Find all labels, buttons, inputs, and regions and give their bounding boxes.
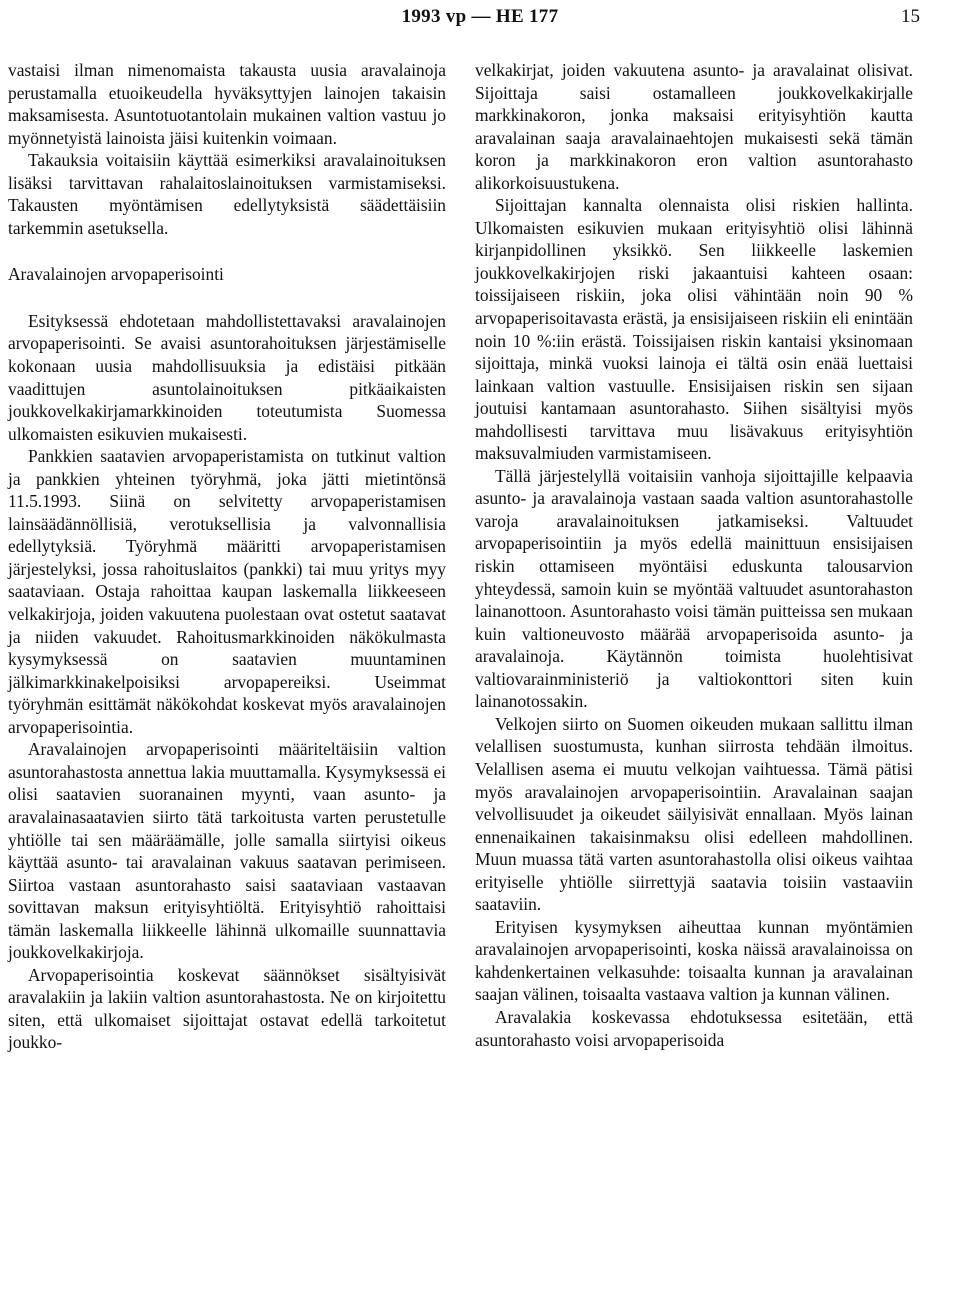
- paragraph: vastaisi ilman nimenomaista takausta uusia aravalainoja perustamalla etuoikeudella hyväksyttyjen lainojen takaisin maksamisesta. Asuntotuotantolain mukainen valtion vastuu jo myönnetyistä lainoista jäisi kuitenkin voimaan.: [8, 60, 446, 148]
- paragraph: Sijoittajan kannalta olennaista olisi riskien hallinta. Ulkomaisten esikuvien mukaan erityisyhtiö olisi lähinnä kirjanpidollinen yksikkö. Sen liikkeelle laskemien joukkovelkakirjojen riski jakaantuisi kahteen osaan: toissijaiseen riskiin, joka olisi vähintään noin 90 % arvopaperisoitavasta erästä, ja ensisijaiseen riskiin eli enintään noin 10 %:iin erästä. Toissijaisen riskin kantaisi yksinomaan sijoittaja, minkä vuoksi lainoja ei tältä osin enää luettaisi lainkaan valtion vastuulle. Ensisijaisen riskin sen sijaan joutuisi kantamaan asuntorahasto. Siihen sisältyisi myös mahdollisesti tarvittava muu lisävakuus erityisyhtiön maksuvalmiuden varmistamiseen.: [475, 195, 913, 464]
- right-column: [475, 59, 913, 1051]
- paragraph: Velkojen siirto on Suomen oikeuden mukaan sallittu ilman velallisen suostumusta, kunhan siirrosta tehdään ilmoitus. Velallisen asema ei muutu velkojan vaihtuessa. Tämä pätisi myös aravalainojen arvopaperisointiin. Aravalainan saajan velvollisuudet ja oikeudet säilyisivät ennallaan. Myös lainan ennenaikainen takaisinmaksu olisi edelleen mahdollinen. Muun muassa tätä varten asuntorahastolla olisi oikeus vaihtaa erityiselle yhtiölle siirrettyjä saatavia toisiin vastaaviin saataviin.: [475, 713, 913, 915]
- paragraph: Pankkien saatavien arvopaperistamista on tutkinut valtion ja pankkien yhteinen työryhmä, joka jätti mietintönsä 11.5.1993. Siinä on selvitetty arvopaperistamisen lainsäädännöllisiä, verotuksellisia ja valvonnallisia edellytyksiä. Työryhmä määritti arvopaperistamisen järjestelyksi, jossa rahoituslaitos (pankki) tai muu yritys myy saataviaan. Ostaja rahoittaa kaupan laskemalla liikkeeseen velkakirjoja, joiden vakuutena puolestaan ovat ostetut saatavat ja niiden vakuudet. Rahoitusmarkkinoiden näkökulmasta kysymyksessä on saatavien muuntaminen jälkimarkkinakelpoisiksi arvopapereiksi. Useimmat työryhmän esittämät näkökohdat koskevat myös aravalainojen arvopaperisointia.: [8, 446, 446, 737]
- paragraph: Arvopaperisointia koskevat säännökset sisältyisivät aravalakiin ja lakiin valtion asuntorahastosta. Ne on kirjoitettu siten, että ulkomaiset sijoittajat ostavat edellä tarkoitetut joukko-: [8, 964, 446, 1053]
- page-number: 15: [901, 6, 920, 27]
- paragraph: Esityksessä ehdotetaan mahdollistettavaksi aravalainojen arvopaperisointi. Se avaisi asuntorahoituksen järjestämiselle kokonaan uusia mahdollisuuksia ja edistäisi pitkään vaadittujen asuntolainoituksen pitkäaikaisten joukkovelkakirjamarkkinoiden toteutumista Suomessa ulkomaisten esikuvien mukaisesti.: [8, 310, 446, 444]
- paragraph: Tällä järjestelyllä voitaisiin vanhoja sijoittajille kelpaavia asunto- ja aravalainoja vastaan saada valtion asuntorahastolle varoja aravalainoituksen jatkamiseksi. Valtuudet arvopaperisointiin ja myös edellä mainittuun ensisijaisen riskin ottamiseen myöntäisi eduskunta talousarvion yhteydessä, samoin kuin se myöntää valtuudet asuntorahaston lainanottoon. Asuntorahasto voisi tämän puitteissa sen mukaan kuin valtioneuvosto määrää arvopaperisoida asunto- ja aravalainoja. Käytännön toimista huolehtisivat valtiovarainministeriö ja valtiokonttori siten kuin lainanotossakin.: [475, 465, 913, 712]
- paragraph: Takauksia voitaisiin käyttää esimerkiksi aravalainoituksen lisäksi tarvittavan rahalaitoslainoituksen varmistamiseksi. Takausten myöntämisen edellytyksistä säädettäisiin tarkemmin asetuksella.: [8, 150, 446, 238]
- paragraph: Erityisen kysymyksen aiheuttaa kunnan myöntämien aravalainojen arvopaperisointi, koska näissä aravalainoissa on kahdenkertainen velkasuhde: toisaalta kunnan ja aravalainan saajan välinen, toisaalta vastaava valtion ja kunnan välinen.: [475, 916, 913, 1005]
- document-title: 1993 vp — HE 177: [401, 6, 559, 27]
- paragraph: Aravalakia koskevassa ehdotuksessa esitetään, että asuntorahasto voisi arvopaperisoida: [475, 1006, 913, 1050]
- paragraph: Aravalainojen arvopaperisointi määriteltäisiin valtion asuntorahastosta annettua lakia muuttamalla. Kysymyksessä ei olisi saatavien suoranainen myynti, vaan asunto- ja aravalainasaatavien siirto tätä tarkoitusta varten perustetulle yhtiölle tai sen määräämälle, jolle samalla siirtyisi oikeus käyttää asunto- tai aravalainan vakuus saatavan perimiseen. Siirtoa vastaan asuntorahasto saisi saataviaan vastaavan sovittavan maksun erityisyhtiöltä. Erityisyhtiö rahoittaisi tämän laskemalla liikkeelle lähinnä ulkomaille suunnattavia joukkovelkakirjoja.: [8, 739, 446, 963]
- left-column: [8, 59, 446, 1054]
- paragraph: velkakirjat, joiden vakuutena asunto- ja aravalainat olisivat. Sijoittaja saisi ostamalleen joukkovelkakirjalle markkinakoron, jonka maksaisi erityisyhtiön kautta aravalainan saaja aravalainaehtojen mukaisesti sekä tämän koron ja markkinakoron eron valtion asuntorahasto alikorkoisuustukena.: [475, 60, 913, 193]
- page-header: [0, 6, 960, 30]
- section-heading: Aravalainojen arvopaperisointi: [8, 264, 224, 285]
